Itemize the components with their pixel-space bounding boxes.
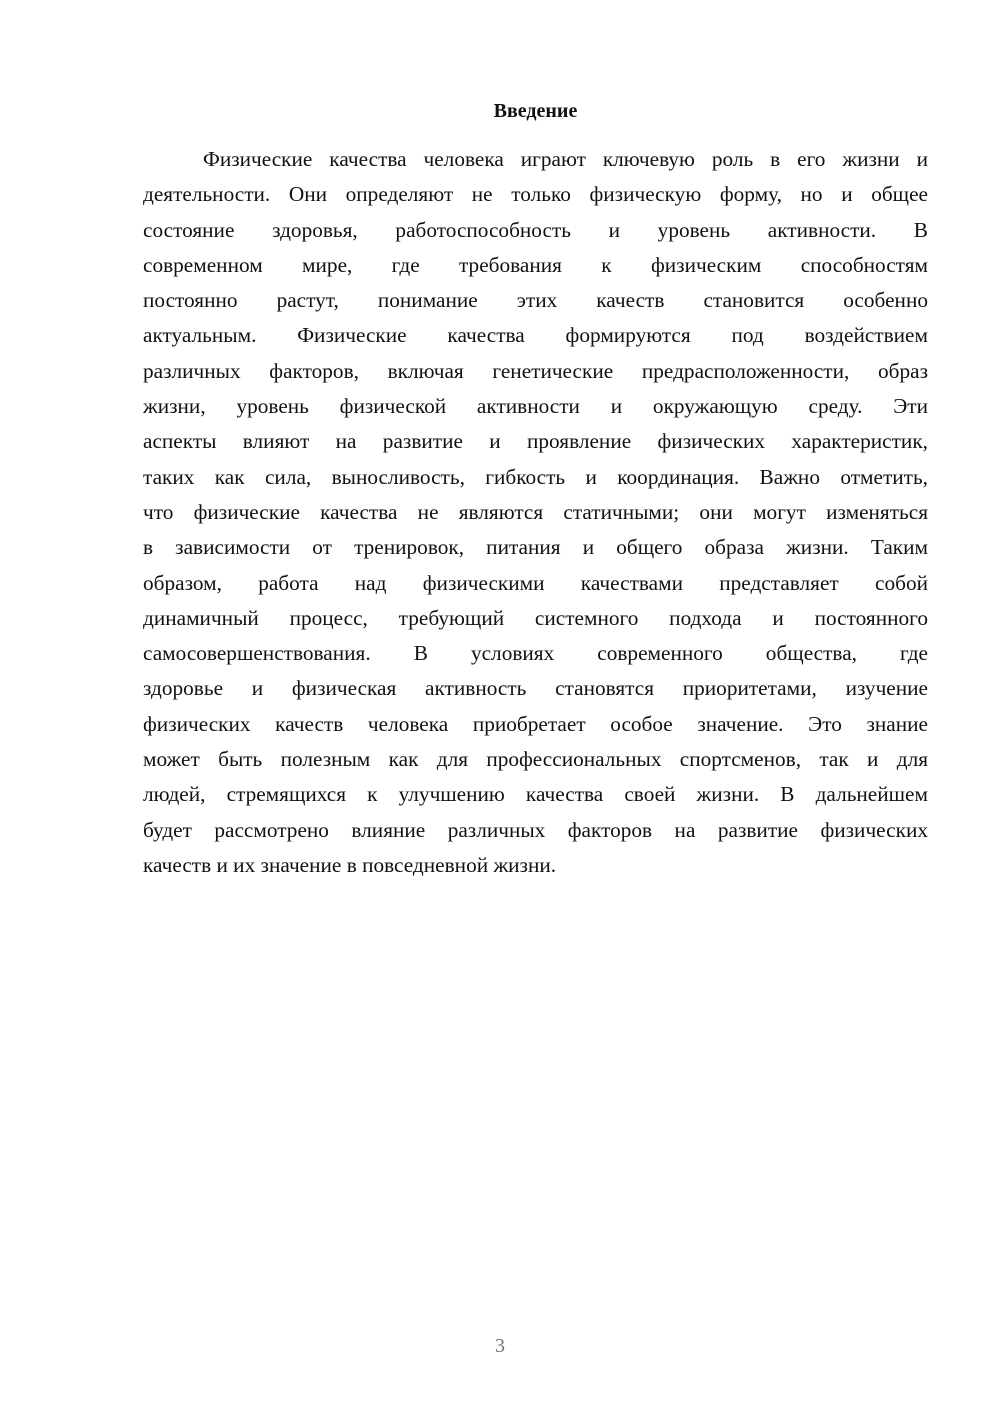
paragraph-line: здоровье и физическая активность становятся приоритетами, изучение — [143, 676, 928, 701]
paragraph-line: может быть полезным как для профессиональных спортсменов, так и для — [143, 747, 928, 772]
paragraph-line: таких как сила, выносливость, гибкость и координация. Важно отметить, — [143, 464, 928, 489]
paragraph-line: людей, стремящихся к улучшению качества своей жизни. В дальнейшем — [143, 782, 928, 807]
paragraph-line: динамичный процесс, требующий системного подхода и постоянного — [143, 605, 928, 630]
paragraph-line: качеств и их значение в повседневной жизни. — [143, 852, 557, 877]
paragraph-line: состояние здоровья, работоспособность и уровень активности. В — [143, 217, 928, 242]
paragraph-line: в зависимости от тренировок, питания и общего образа жизни. Таким — [143, 535, 928, 560]
page-number: 3 — [495, 1335, 505, 1357]
intro-paragraph — [143, 142, 928, 883]
paragraph-line: различных факторов, включая генетические предрасположенности, образ — [143, 358, 928, 383]
paragraph-line: физических качеств человека приобретает особое значение. Это знание — [143, 711, 928, 736]
paragraph-line: самосовершенствования. В условиях современного общества, где — [143, 641, 928, 666]
paragraph-line: будет рассмотрено влияние различных факторов на развитие физических — [143, 817, 928, 842]
paragraph-line: актуальным. Физические качества формируются под воздействием — [143, 323, 928, 348]
paragraph-line: Физические качества человека играют ключевую роль в его жизни и — [203, 147, 928, 171]
paragraph-line: постоянно растут, понимание этих качеств становится особенно — [143, 288, 928, 313]
paragraph-line: аспекты влияют на развитие и проявление физических характеристик, — [143, 429, 928, 454]
paragraph-line: современном мире, где требования к физическим способностям — [143, 252, 928, 277]
paragraph-line: образом, работа над физическими качествами представляет собой — [143, 570, 928, 595]
section-title: Введение — [493, 100, 578, 122]
paragraph-line: что физические качества не являются статичными; они могут изменяться — [143, 499, 928, 524]
paragraph-line: деятельности. Они определяют не только физическую форму, но и общее — [143, 182, 928, 207]
paragraph-line: жизни, уровень физической активности и окружающую среду. Эти — [143, 394, 928, 419]
